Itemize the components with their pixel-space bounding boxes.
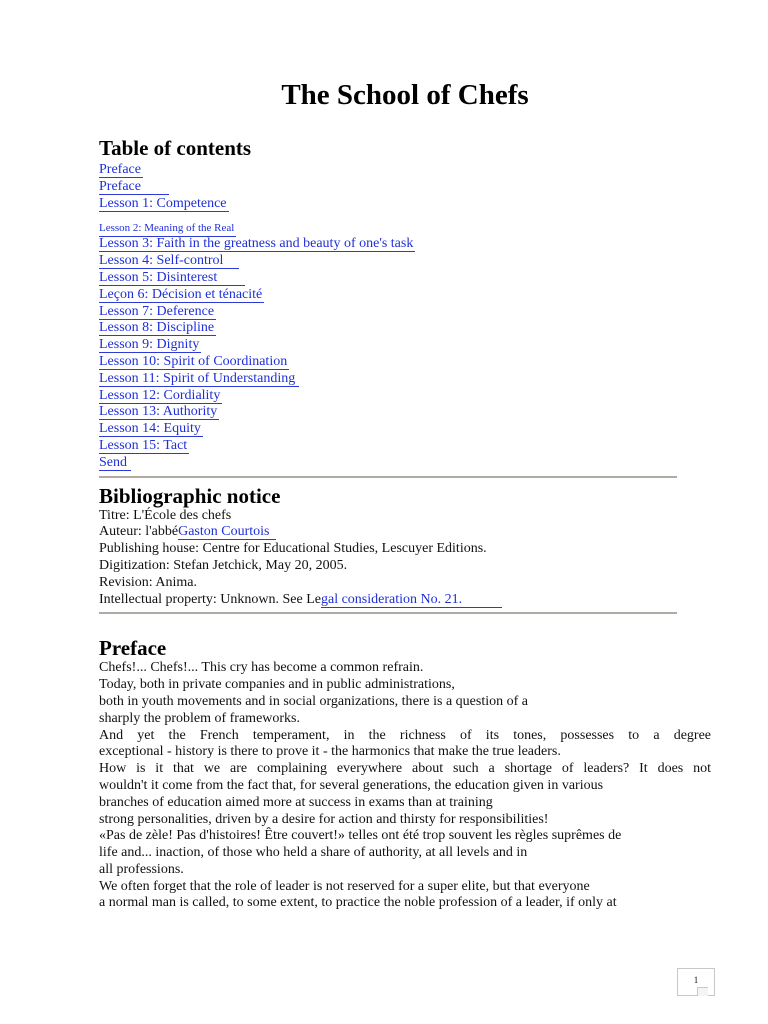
toc-link-lesson-10[interactable]: Lesson 10: Spirit of Coordination (99, 353, 288, 369)
toc-item (99, 455, 711, 472)
toc-link-lesson-9[interactable]: Lesson 9: Dignity (99, 337, 200, 353)
preface-line: sharply the problem of frameworks. (99, 710, 300, 726)
toc-item (99, 287, 711, 304)
toc-item (99, 179, 711, 196)
preface-line: branches of education aimed more at success in exams than at training (99, 794, 493, 810)
toc-link-preface-2[interactable]: Preface (99, 179, 169, 195)
toc-item (99, 371, 711, 388)
biblio-digitization: Digitization: Stefan Jetchick, May 20, 2005. (99, 557, 348, 573)
toc-item (99, 236, 711, 253)
legal-consideration-link[interactable]: gal consideration No. 21. (321, 592, 502, 608)
preface-line: How is it that we are complaining everywhere about such a shortage of leaders? It does not (99, 761, 711, 777)
preface-line: wouldn't it come from the fact that, for several generations, the education given in various (99, 777, 604, 793)
section-divider (99, 476, 677, 478)
toc-item (99, 438, 711, 455)
toc-item (99, 354, 711, 371)
preface-heading: Preface (99, 636, 167, 661)
document-title: The School of Chefs (281, 79, 529, 111)
author-link[interactable]: Gaston Courtois (178, 524, 275, 540)
toc-link-lesson-11[interactable]: Lesson 11: Spirit of Understanding (99, 371, 299, 387)
biblio-property-prefix: Intellectual property: Unknown. See Le (99, 591, 321, 607)
toc-link-lesson-4[interactable]: Lesson 4: Self-control (99, 253, 239, 269)
preface-line: life and... inaction, of those who held a share of authority, at all levels and in (99, 845, 528, 861)
preface-line: strong personalities, driven by a desire for action and thirsty for responsibilities! (99, 811, 549, 827)
biblio-auteur-prefix: Auteur: l'abbé (99, 524, 179, 540)
page-number-badge (677, 968, 715, 996)
preface-line: Today, both in private companies and in public administrations, (99, 677, 455, 693)
toc-link-lesson-5[interactable]: Lesson 5: Disinterest (99, 270, 245, 286)
toc-item (99, 320, 711, 337)
biblio-heading: Bibliographic notice (99, 483, 281, 508)
toc-item (99, 404, 711, 421)
page-number: 1 (693, 975, 699, 985)
biblio-publisher: Publishing house: Centre for Educational Studies, Lescuyer Editions. (99, 541, 487, 557)
toc-link-lesson-14[interactable]: Lesson 14: Equity (99, 421, 201, 437)
toc-item (99, 304, 711, 321)
toc-item (99, 388, 711, 405)
toc-link-lesson-15[interactable]: Lesson 15: Tact (99, 437, 188, 453)
preface-section (99, 636, 711, 912)
preface-line: «Pas de zèle! Pas d'histoires! Être couvert!» telles ont été trop souvent les règles suprêmes de (99, 828, 622, 844)
toc-item (99, 196, 711, 213)
section-divider (99, 612, 677, 614)
toc-item (99, 162, 711, 179)
toc-list (99, 162, 711, 472)
preface-line: And yet the French temperament, in the richness of its tones, possesses to a degree (99, 727, 711, 743)
toc-link-lesson-3[interactable]: Lesson 3: Faith in the greatness and beauty of one's task (99, 236, 414, 252)
toc-link-lesson-6[interactable]: Leçon 6: Décision et ténacité (99, 286, 263, 302)
toc-link-lesson-12[interactable]: Lesson 12: Cordiality (99, 387, 221, 403)
page-fold-icon (697, 987, 708, 996)
toc-item (99, 421, 711, 438)
document-page (99, 78, 711, 912)
preface-line: both in youth movements and in social organizations, there is a question of a (99, 693, 528, 709)
toc-link-lesson-1[interactable]: Lesson 1: Competence (99, 195, 227, 211)
biblio-titre: Titre: L'École des chefs (99, 507, 232, 523)
preface-line: exceptional - history is there to prove it - the harmonics that make the true leaders. (99, 744, 561, 760)
preface-line: a normal man is called, to some extent, to practice the noble profession of a leader, if only at (99, 895, 617, 911)
toc-link-lesson-8[interactable]: Lesson 8: Discipline (99, 320, 215, 336)
biblio-auteur (99, 524, 711, 541)
toc-link-send[interactable]: Send (99, 455, 131, 471)
toc-item (99, 253, 711, 270)
preface-line: We often forget that the role of leader is not reserved for a super elite, but that everyone (99, 878, 590, 894)
preface-line: all professions. (99, 861, 184, 877)
preface-line: Chefs!... Chefs!... This cry has become a common refrain. (99, 660, 424, 676)
toc-link-preface[interactable]: Preface (99, 162, 141, 177)
toc-item (99, 337, 711, 354)
bibliographic-notice (99, 484, 711, 609)
toc-item (99, 270, 711, 287)
biblio-property (99, 592, 711, 609)
toc-link-lesson-7[interactable]: Lesson 7: Deference (99, 303, 215, 319)
biblio-revision: Revision: Anima. (99, 574, 197, 590)
toc-heading: Table of contents (99, 136, 252, 160)
toc-link-lesson-2[interactable]: Lesson 2: Meaning of the Real (99, 221, 236, 237)
toc-item (99, 220, 711, 236)
toc-link-lesson-13[interactable]: Lesson 13: Authority (99, 404, 218, 420)
